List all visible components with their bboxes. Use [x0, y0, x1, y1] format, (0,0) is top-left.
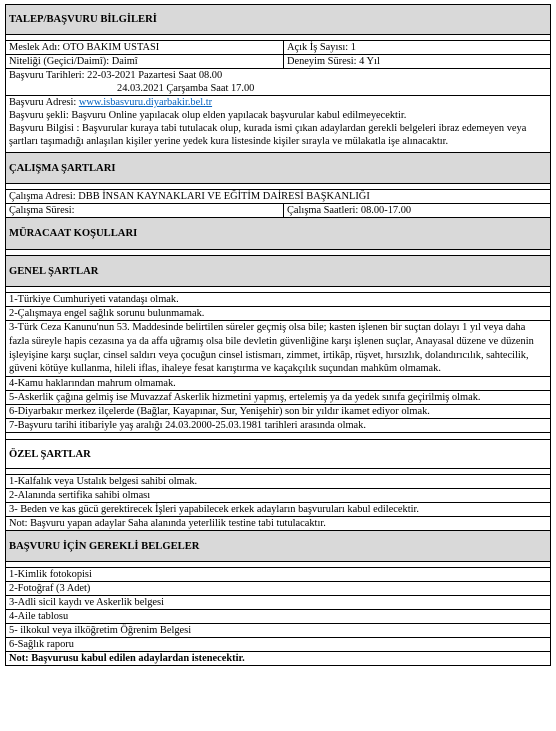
ozel-note: Not: Başvuru yapan adaylar Saha alanında yeterlilik testine tabi tutulacaktır.: [6, 517, 551, 531]
basvuru-adresi-link[interactable]: www.isbasvuru.diyarbakir.bel.tr: [78, 97, 213, 108]
section-heading-calisma: ÇALIŞMA ŞARTLARI: [6, 153, 551, 184]
ozel-item-2: 2-Alanında sertifika sahibi olması: [6, 489, 551, 503]
ozel-item-3: 3- Beden ve kas gücü gerektirecek İşleri yapabilecek erkek adayların başvuruları kabul edilecektir.: [6, 503, 551, 517]
genel-item-7: 7-Başvuru tarihi itibariyle yaş aralığı 24.03.2000-25.03.1981 tarihleri arasında olmak.: [6, 419, 551, 433]
section-heading-muracaat: MÜRACAAT KOŞULLARI: [6, 218, 551, 250]
acik-is-sayisi: Açık İş Sayısı: 1: [284, 41, 551, 55]
section-heading-belgeler: BAŞVURU İÇİN GEREKLİ BELGELER: [6, 531, 551, 562]
basvuru-sekli: Başvuru şekli: Başvuru Online yapılacak olup elden yapılacak başvurular kabul edilmeyecektir.: [9, 110, 407, 121]
basvuru-bilgisi: Başvuru Bilgisi : Başvurular kuraya tabi tutulacak olup, kurada ismi çıkan adaylardan gerekli belgeleri ibraz edemeyen veya şartları taşımadığı anlaşılan kişiler yerine yedek kura listesinde kişiler sırayla ve mülakatla işe alınacaktır.: [9, 123, 527, 147]
belge-item-1: 1-Kimlik fotokopisi: [6, 568, 551, 582]
basvuru-detay: [6, 96, 551, 153]
document: [5, 4, 550, 666]
belge-item-5: 5- ilkokul veya ilköğretim Öğrenim Belgesi: [6, 624, 551, 638]
deneyim-suresi: Deneyim Süresi: 4 Yıl: [284, 55, 551, 69]
belge-item-3: 3-Adli sicil kaydı ve Askerlik belgesi: [6, 596, 551, 610]
calisma-adresi: Çalışma Adresi: DBB İNSAN KAYNAKLARI VE EĞİTİM DAİRESİ BAŞKANLIĞI: [6, 190, 551, 204]
belge-item-4: 4-Aile tablosu: [6, 610, 551, 624]
belge-item-2: 2-Fotoğraf (3 Adet): [6, 582, 551, 596]
niteligi: Niteliği (Geçici/Daimî): Daimî: [6, 55, 284, 69]
meslek-adi: Meslek Adı: OTO BAKIM USTASI: [6, 41, 284, 55]
genel-item-4: 4-Kamu haklarından mahrum olmamak.: [6, 377, 551, 391]
genel-item-6: 6-Diyarbakır merkez ilçelerde (Bağlar, Kayapınar, Sur, Yenişehir) son bir yıldır ikamet ediyor olmak.: [6, 405, 551, 419]
genel-item-5: 5-Askerlik çağına gelmiş ise Muvazzaf Askerlik hizmetini yapmış, ertelemiş ya da yedek sınıfa geçirilmiş olmak.: [6, 391, 551, 405]
basvuru-tarih-bitis: 24.03.2021 Çarşamba Saat 17.00: [117, 83, 255, 94]
ozel-item-1: 1-Kalfalık veya Ustalık belgesi sahibi olmak.: [6, 475, 551, 489]
genel-item-3: 3-Türk Ceza Kanunu'nun 53. Maddesinde belirtilen süreler geçmiş olsa bile; kasten işlenen bir suçtan dolayı 1 yıl veya daha fazla süreyle hapis cezasına ya da affa uğramış olsa bile devletin güvenliğine karşı işlenen suçlar, Anayasal düzene ve düzenin işleyişine karşı suçlar, cinsel saldırı veya çocuğun cinsel istismarı, zimmet, irtikâp, rüşvet, hırsızlık, dolandırıcılık, sahtecilik, güveni kötüye kullanma, hileli iflas, ihaleye fesat karıştırma ve kaçakçılık suçundan mahkûm olmamak.: [6, 321, 551, 377]
belge-item-6: 6-Sağlık raporu: [6, 638, 551, 652]
calisma-suresi: Çalışma Süresi:: [6, 204, 284, 218]
basvuru-tarihleri: [6, 69, 551, 96]
form-table: [5, 4, 551, 666]
genel-item-2: 2-Çalışmaya engel sağlık sorunu bulunmamak.: [6, 307, 551, 321]
section-heading-ozel: ÖZEL ŞARTLAR: [6, 440, 551, 469]
basvuru-tarih-baslangic: Başvuru Tarihleri: 22-03-2021 Pazartesi Saat 08.00: [9, 70, 223, 81]
section-heading-genel: GENEL ŞARTLAR: [6, 256, 551, 287]
genel-item-1: 1-Türkiye Cumhuriyeti vatandaşı olmak.: [6, 293, 551, 307]
calisma-saatleri: Çalışma Saatleri: 08.00-17.00: [284, 204, 551, 218]
belgeler-note: Not: Başvurusu kabul edilen adaylardan istenecektir.: [6, 652, 551, 666]
basvuru-adresi: [9, 96, 547, 109]
basvuru-adresi-label: Başvuru Adresi:: [9, 97, 79, 108]
section-heading-talep: TALEP/BAŞVURU BİLGİLERİ: [6, 5, 551, 35]
